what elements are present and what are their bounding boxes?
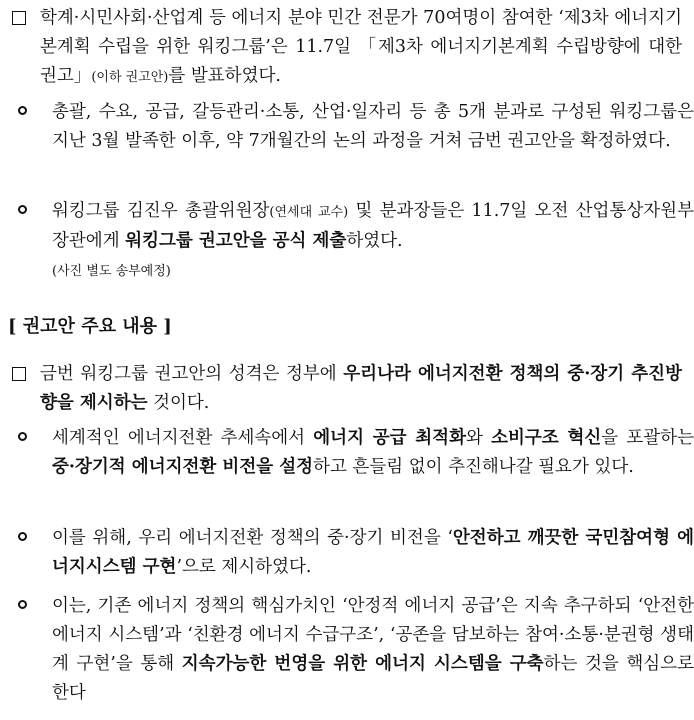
paragraph-text: 이는, 기존 에너지 정책의 핵심가치인 ‘안정적 에너지 공급’은 지속 추구하되 ‘안전한 에너지 시스템’과 ‘친환경 에너지 수급구조’, ‘공존을 담보하는 참여·소통·분권형 생태계 구현’을 통해 지속가능한 번영을 위한 에너지 시스템을 구축하는 것을 핵심으로 한다 <box>52 596 694 703</box>
paragraph-5 <box>6 424 694 482</box>
paragraph-6 <box>6 524 694 582</box>
circle-bullet-icon <box>18 424 27 453</box>
paragraph-3 <box>6 197 694 286</box>
square-bullet-icon <box>12 4 26 33</box>
paragraph-text: 총괄, 수요, 공급, 갈등관리·소통, 산업·일자리 등 총 5개 분과로 구성된 워킹그룹은 지난 3월 발족한 이후, 약 7개월간의 논의 과정을 거쳐 금번 권고안을 확정하였다. <box>52 102 694 151</box>
circle-bullet-icon <box>18 592 27 621</box>
paragraph-1 <box>6 4 682 92</box>
square-bullet-icon <box>12 360 26 389</box>
paragraph-text: 세계적인 에너지전환 추세속에서 에너지 공급 최적화와 소비구조 혁신을 포괄하는 중·장기적 에너지전환 비전을 설정하고 흔들림 없이 추진해나갈 필요가 있다. <box>52 428 694 477</box>
paragraph-text: 학계·시민사회·산업계 등 에너지 분야 민간 전문가 70여명이 참여한 ‘제3차 에너지기본계획 수립을 위한 워킹그룹’은 11.7일 「제3차 에너지기본계획 수립방향에 대한 권고」(이하 권고안)를 발표하였다. <box>40 8 682 86</box>
paragraph-4 <box>6 360 682 418</box>
section-title: [ 권고안 주요 내용 ] <box>8 316 172 337</box>
paragraph-text: 워킹그룹 김진우 총괄위원장(연세대 교수) 및 분과장들은 11.7일 오전 산업통상자원부 장관에게 워킹그룹 권고안을 공식 제출하였다. (사진 별도 송부예정) <box>52 201 694 279</box>
paragraph-7 <box>6 592 694 708</box>
paragraph-2 <box>6 98 694 156</box>
paragraph-text: 이를 위해, 우리 에너지전환 정책의 중·장기 비전을 ‘안전하고 깨끗한 국민참여형 에너지시스템 구현’으로 제시하였다. <box>52 528 694 577</box>
paragraph-text: 금번 워킹그룹 권고안의 성격은 정부에 우리나라 에너지전환 정책의 중·장기 추진방향을 제시하는 것이다. <box>40 364 682 413</box>
circle-bullet-icon <box>18 98 27 127</box>
circle-bullet-icon <box>18 524 27 553</box>
circle-bullet-icon <box>18 197 27 226</box>
